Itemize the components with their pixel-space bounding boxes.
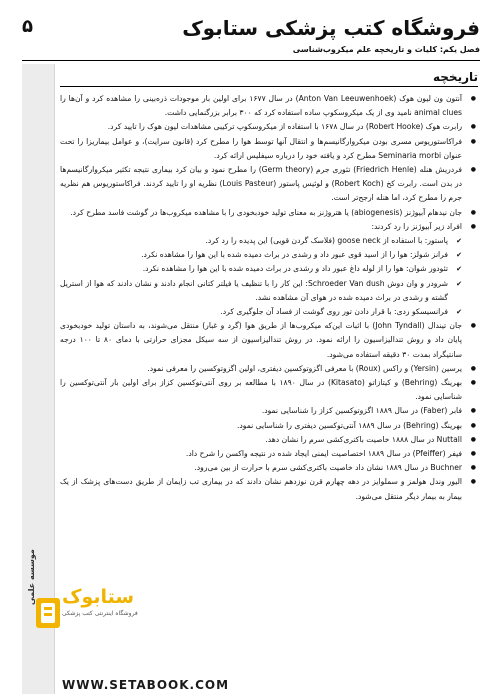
page-content [60,64,478,504]
list-item: ● جان تیندال (John Tyndall) با اثبات این‌که میکروب‌ها از طریق هوا (گرد و غبار) منتقل می‌شوند، به داستان تولید خودبخودی پایان داد و روش تندالیزاسیون را ارائه نمود. در روش تندالیزاسیون از سه سیکل مجزای حرارتی با دمای ۸۰ تا ۱۰۰ درجه سانتیگراد بمدت ۳۰ دقیقه استفاده می‌شود. [60,319,478,362]
sub-list-item: ✔ تئودور شوان: هوا را از لوله داغ عبور داد و رشدی در براث دمیده شده با این هوا را مشاهده نکرد. [60,262,464,276]
list-item: ● رابرت هوک (Robert Hooke) در سال ۱۶۷۸ با استفاده از میکروسکوپ ترکیبی مشاهدات لیون هوک را تایید کرد. [60,120,478,134]
side-label: موسسه علمی [27,549,36,605]
list-item: ● یرسین (Yersin) و راکس (Roux) با معرفی اگزوتوکسین دیفتری، اولین اگزوتوکسین را معرفی نمود. [60,362,478,376]
page-number: ۵ [22,16,33,37]
list-item: ● فابر (Faber) در سال ۱۸۸۹ اگزوتوکسین کزاز را شناسایی نمود. [60,404,478,418]
list-item: ● فراکاستوریوس مسری بودن میکروارگانیسم‌ها و انتقال آنها توسط هوا را مطرح کرد (قانون سرایت)، و عوامل بیماریزا را تحت عنوان Seminaria morbi مطرح کرد و یافته خود را درباره سیفلیس ارائه کرد. [60,135,478,163]
sub-list [60,234,478,319]
sub-list-item: ✔ پاستور: با استفاده از goose neck (فلاسک گردن قویی) این پدیده را رد کرد. [60,234,464,248]
logo-subtitle: فروشگاه اینترنتی کتب پزشکی [62,610,138,617]
list-item: ● Buchner در سال ۱۸۸۹ نشان داد خاصیت باکتری‌کشی سرم با حرارت از بین می‌رود. [60,461,478,475]
list-item: ● فیفر (Pfeiffer) در سال ۱۸۸۹ اختصاصیت ایمنی ایجاد شده در نتیجه واکسن را شرح داد. [60,447,478,461]
store-title: فروشگاه کتب پزشکی ستابوک [182,16,480,40]
list-item: ● الیور وندل هولمز و سملوایز در دهه چهارم قرن نوزدهم نشان دادند که در بیماری تب زایمان از طریق دست‌های پزشک از یک بیمار به بیمار دیگر منتقل می‌شود. [60,475,478,503]
list-item: ● بهرینگ (Behring) و کیتازاتو (Kitasato) در سال ۱۸۹۰ با مطالعه بر روی آنتی‌توکسین کزاز برای اولین بار آنتی‌توکسین را شناسایی نمود. [60,376,478,404]
page-header [22,16,480,60]
list-item: ● Nuttall در سال ۱۸۸۸ خاصیت باکتری‌کشی سرم را نشان دهد. [60,433,478,447]
list-item: ● افراد زیر آبیوژنز را رد کردند: [60,220,478,234]
history-list [60,92,478,234]
section-title: تاریخچه [60,70,478,87]
list-item: ● بهرینگ (Behring) در سال ۱۸۸۹ آنتی‌توکسین دیفتری را شناسایی نمود. [60,419,478,433]
website-watermark[interactable]: WWW.SETABOOK.COM [62,678,230,692]
sub-list-item: ✔ شرودر و وان دوش Schroeder Van dush: این کار را با تنظیف یا فیلتر کتانی انجام دادند و نشان دادند که هوا از استریل گشته و رشدی در براث دمیده شده در هوای آن مشاهده نشد. [60,277,464,305]
list-item: ● جان نیدهام آبیوژنز (abiogenesis) یا هتروژنز به معنای تولید خودبخودی را با مشاهده میکروب‌ها در گوشت فاسد مطرح کرد. [60,206,478,220]
logo-text: ستابوک [62,586,135,608]
list-item: ● فردریش هنله (Friedrich Henle) تئوری جرم (Germ theory) را مطرح نمود و بیان کرد بیماری نتیجه تکثیر میکروارگانیسم‌ها در بدن است. رابرت کخ (Robert Koch) و لوئیس پاستور (Louis Pasteur) نظریه او را تایید کردند. فراکاستوریوس هم نظریه جرم را مطرح کرد، اما هنله ارجح‌تر است. [60,163,478,206]
chapter-title: فصل یکم: کلیات و تاریخچه علم میکروب‌شناسی [292,45,480,54]
sub-list-item: ✔ فرانز شولز: هوا را از اسید قوی عبور داد و رشدی در براث دمیده شده با این هوا را مشاهده نکرد. [60,248,464,262]
history-list-continued [60,319,478,504]
list-item: ● آنتون ون لیون هوک (Anton Van Leeuwenhoek) در سال ۱۶۷۷ برای اولین بار موجودات ذره‌بینی را مشاهده کرد و آن‌ها را animal clues نامید وی از یک میکروسکوپ ساده استفاده کرد که ۳۰۰ برابر بزرگنمایی داشت. [60,92,478,120]
header-divider [22,60,480,61]
sub-list-item: ✔ فرانسیسکو ردی: با قرار دادن تور روی گوشت از فساد آن جلوگیری کرد. [60,305,464,319]
